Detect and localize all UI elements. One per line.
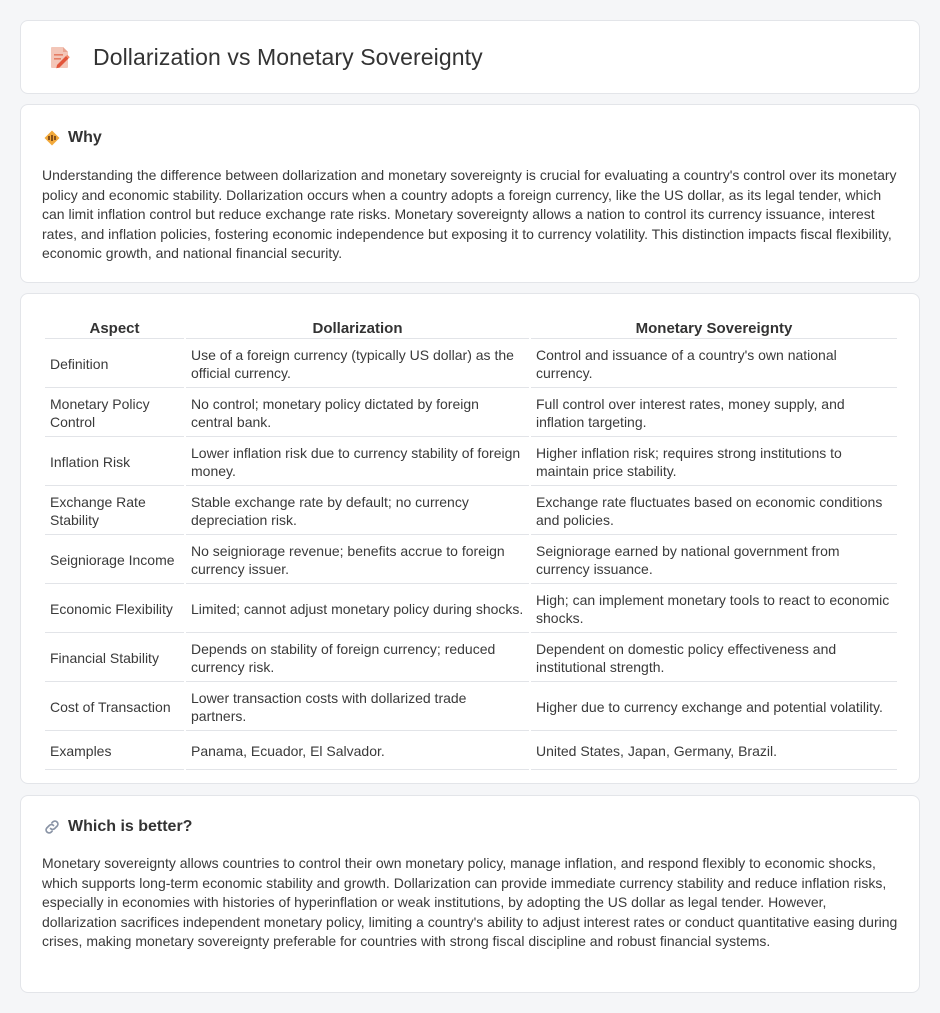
dollarization-cell: No control; monetary policy dictated by foreign central bank. [186,390,529,437]
table-row [45,684,897,731]
aspect-cell: Examples [45,733,184,770]
comparison-table-card [20,293,920,784]
dollarization-cell: No seigniorage revenue; benefits accrue to foreign currency issuer. [186,537,529,584]
aspect-cell: Definition [45,341,184,388]
better-title: Which is better? [68,818,193,835]
sovereignty-cell: Dependent on domestic policy effectiveness and institutional strength. [531,635,897,682]
why-title: Why [68,129,102,146]
comparison-table [43,317,899,772]
dollarization-cell: Use of a foreign currency (typically US dollar) as the official currency. [186,341,529,388]
table-row [45,488,897,535]
dollarization-cell: Lower transaction costs with dollarized trade partners. [186,684,529,731]
dollarization-cell: Depends on stability of foreign currency; reduced currency risk. [186,635,529,682]
aspect-cell: Cost of Transaction [45,684,184,731]
sovereignty-cell: United States, Japan, Germany, Brazil. [531,733,897,770]
aspect-cell: Exchange Rate Stability [45,488,184,535]
title-row [21,21,919,93]
aspect-cell: Seigniorage Income [45,537,184,584]
dollarization-cell: Stable exchange rate by default; no currency depreciation risk. [186,488,529,535]
why-section [20,104,920,283]
table-row [45,341,897,388]
why-text: Understanding the difference between dollarization and monetary sovereignty is crucial for evaluating a country's control over its monetary policy and economic stability. Dollarization occurs when a country adopts a foreign currency, like the US dollar, as its legal tender, which can limit inflation control but reduce exchange rate risks. Monetary sovereignty allows a nation to control its currency issuance, interest rates, and inflation policies, fostering economic independence but exposing it to currency volatility. This distinction impacts fiscal flexibility, economic growth, and national financial security. [42,167,897,261]
which-is-better-section [20,795,920,993]
sovereignty-cell: Control and issuance of a country's own national currency. [531,341,897,388]
aspect-cell: Monetary Policy Control [45,390,184,437]
dollarization-cell: Limited; cannot adjust monetary policy during shocks. [186,586,529,633]
table-row [45,733,897,770]
dollarization-cell: Lower inflation risk due to currency stability of foreign money. [186,439,529,486]
sovereignty-cell: High; can implement monetary tools to react to economic shocks. [531,586,897,633]
aspect-cell: Financial Stability [45,635,184,682]
sovereignty-cell: Exchange rate fluctuates based on economic conditions and policies. [531,488,897,535]
table-row [45,390,897,437]
header-dollarization: Dollarization [186,319,529,339]
diamond-warning-icon [43,129,61,147]
sovereignty-cell: Full control over interest rates, money supply, and inflation targeting. [531,390,897,437]
aspect-cell: Inflation Risk [45,439,184,486]
table-row [45,635,897,682]
table-row [45,439,897,486]
header-card [20,20,920,94]
page-title: Dollarization vs Monetary Sovereignty [93,43,483,70]
document-pencil-icon [47,44,73,70]
table-row [45,537,897,584]
aspect-cell: Economic Flexibility [45,586,184,633]
header-aspect: Aspect [45,319,184,339]
sovereignty-cell: Seigniorage earned by national government from currency issuance. [531,537,897,584]
why-heading [43,129,919,147]
dollarization-cell: Panama, Ecuador, El Salvador. [186,733,529,770]
sovereignty-cell: Higher due to currency exchange and potential volatility. [531,684,897,731]
header-monetary-sovereignty: Monetary Sovereignty [531,319,897,339]
link-icon [43,818,61,836]
sovereignty-cell: Higher inflation risk; requires strong institutions to maintain price stability. [531,439,897,486]
better-text: Monetary sovereignty allows countries to control their own monetary policy, manage inflation, and respond flexibly to economic shocks, which supports long-term economic stability and growth. Dollarization can provide immediate currency stability and reduce inflation risks, especially in economies with histories of hyperinflation or weak institutions, by adopting the US dollar as legal tender. However, dollarization sacrifices independent monetary policy, limiting a country's ability to adjust interest rates or conduct quantitative easing during crises, making monetary sovereignty preferable for countries with strong fiscal discipline and robust financial systems. [42,855,898,949]
better-heading [43,818,919,836]
table-row [45,586,897,633]
table-header-row [45,319,897,339]
